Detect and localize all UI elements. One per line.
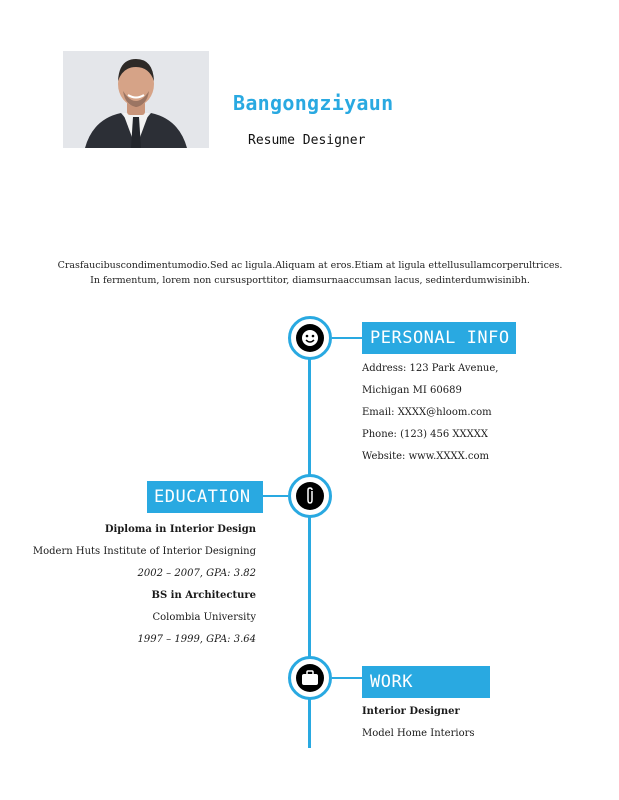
email-line: Email: XXXX@hloom.com (362, 407, 492, 418)
school-name: Colombia University (152, 612, 256, 623)
school-name: Modern Huts Institute of Interior Designing (32, 546, 256, 557)
education-heading: EDUCATION (154, 487, 251, 507)
work-connector (332, 677, 362, 679)
education-header (147, 481, 263, 513)
work-list (362, 701, 475, 745)
personal-info-header (362, 322, 516, 354)
profile-photo (63, 51, 209, 148)
job-title: Resume Designer (248, 133, 366, 148)
summary-line: In fermentum, lorem non cursusporttitor, diamsurnaaccumsan lacus, sedinterdumwisinibh. (90, 275, 530, 286)
personal-info-connector (332, 337, 362, 339)
personal-info-heading: PERSONAL INFO (370, 328, 510, 348)
website-line: Website: www.XXXX.com (362, 451, 490, 462)
address-line-2: Michigan MI 60689 (362, 385, 462, 396)
phone-line: Phone: (123) 456 XXXXX (362, 429, 489, 440)
degree-title: Diploma in Interior Design (104, 524, 256, 535)
degree-title: BS in Architecture (151, 590, 256, 601)
work-heading: WORK (370, 672, 413, 692)
personal-info-list (362, 358, 498, 468)
summary-paragraph (40, 258, 580, 288)
work-role: Interior Designer (362, 706, 460, 717)
candidate-name: Bangongziyaun (233, 91, 394, 115)
briefcase-icon (296, 664, 324, 692)
work-node (288, 656, 332, 700)
work-company: Model Home Interiors (362, 728, 475, 739)
work-header (362, 666, 490, 698)
education-node (288, 474, 332, 518)
education-connector (263, 495, 288, 497)
degree-dates: 2002 – 2007, GPA: 3.82 (137, 568, 256, 579)
address-line: Address: 123 Park Avenue, (362, 363, 499, 374)
education-list (0, 519, 256, 651)
degree-dates: 1997 – 1999, GPA: 3.64 (137, 634, 256, 645)
personal-info-node (288, 316, 332, 360)
summary-line: Crasfaucibuscondimentumodio.Sed ac ligula.Aliquam at eros.Etiam at ligula ettellusullamcorperultrices. (57, 260, 563, 271)
paperclip-icon (296, 482, 324, 510)
smiley-icon (296, 324, 324, 352)
